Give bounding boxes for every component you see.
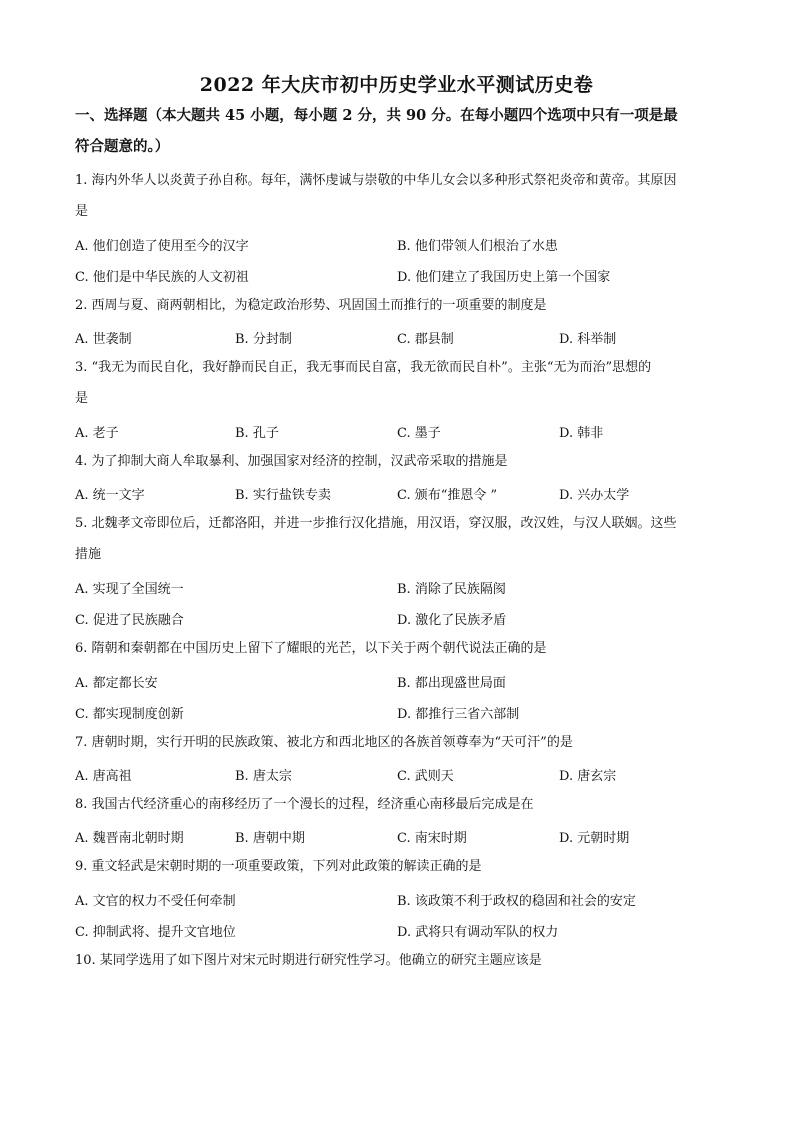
- question-1-option-d: D. 他们建立了我国历史上第一个国家: [397, 270, 611, 285]
- question-9-option-d: D. 武将只有调动军队的权力: [397, 925, 559, 940]
- question-4-option-b: B. 实行盐铁专卖: [235, 488, 331, 503]
- question-5-stem-cont: 措施: [75, 547, 102, 562]
- question-3-stem-cont: 是: [75, 391, 89, 406]
- question-5-option-c: C. 促进了民族融合: [75, 613, 184, 628]
- question-3-option-b: B. 孔子: [235, 426, 279, 441]
- question-8-option-a: A. 魏晋南北朝时期: [75, 831, 184, 846]
- question-8-option-c: C. 南宋时期: [397, 831, 467, 846]
- question-2-option-a: A. 世袭制: [75, 332, 132, 347]
- question-2-stem: 2. 西周与夏、商两朝相比，为稳定政治形势、巩固国土而推行的一项重要的制度是: [75, 298, 547, 313]
- question-7-option-b: B. 唐太宗: [235, 769, 292, 784]
- question-8-stem: 8. 我国古代经济重心的南移经历了一个漫长的过程，经济重心南移最后完成是在: [75, 797, 534, 812]
- question-1-stem-cont: 是: [75, 204, 89, 219]
- question-4-option-d: D. 兴办太学: [559, 488, 630, 503]
- question-3-option-c: C. 墨子: [397, 426, 441, 441]
- question-5-option-b: B. 消除了民族隔阂: [397, 582, 506, 597]
- question-3-option-d: D. 韩非: [559, 426, 604, 441]
- question-8-option-d: D. 元朝时期: [559, 831, 630, 846]
- question-10-stem: 10. 某同学选用了如下图片对宋元时期进行研究性学习。他确立的研究主题应该是: [75, 953, 542, 968]
- question-2-option-d: D. 科举制: [559, 332, 617, 347]
- section-heading-line-2: 符合题意的。）: [75, 138, 170, 155]
- question-6-option-a: A. 都定都长安: [75, 676, 158, 691]
- page-title: 2022 年大庆市初中历史学业水平测试历史卷: [199, 74, 594, 96]
- question-7-option-c: C. 武则天: [397, 769, 454, 784]
- question-6-option-c: C. 都实现制度创新: [75, 707, 184, 722]
- question-2-option-c: C. 郡县制: [397, 332, 454, 347]
- question-4-option-a: A. 统一文字: [75, 488, 145, 503]
- section-heading-line-1: 一、选择题（本大题共 45 小题，每小题 2 分，共 90 分。在每小题四个选项中只有一项是最: [75, 107, 678, 124]
- question-9-option-a: A. 文官的权力不受任何牵制: [75, 894, 236, 909]
- question-4-stem: 4. 为了抑制大商人牟取暴利、加强国家对经济的控制，汉武帝采取的措施是: [75, 454, 508, 469]
- question-7-option-d: D. 唐玄宗: [559, 769, 617, 784]
- question-7-option-a: A. 唐高祖: [75, 769, 132, 784]
- question-1-option-a: A. 他们创造了使用至今的汉字: [75, 239, 249, 254]
- question-5-stem: 5. 北魏孝文帝即位后，迁都洛阳，并进一步推行汉化措施，用汉语，穿汉服，改汉姓，与汉人联姻。这些: [75, 516, 677, 531]
- question-3-stem: 3. “我无为而民自化，我好静而民自正，我无事而民自富，我无欲而民自朴”。主张“无为而治”思想的: [75, 360, 652, 375]
- question-9-option-c: C. 抑制武将、提升文官地位: [75, 925, 236, 940]
- question-3-option-a: A. 老子: [75, 426, 119, 441]
- question-1-option-b: B. 他们带领人们根治了水患: [397, 239, 558, 254]
- question-5-option-a: A. 实现了全国统一: [75, 582, 184, 597]
- question-2-option-b: B. 分封制: [235, 332, 292, 347]
- question-7-stem: 7. 唐朝时期，实行开明的民族政策、被北方和西北地区的各族首领尊奉为“天可汗”的是: [75, 735, 573, 750]
- question-5-option-d: D. 激化了民族矛盾: [397, 613, 507, 628]
- question-6-stem: 6. 隋朝和秦朝都在中国历史上留下了耀眼的光芒，以下关于两个朝代说法正确的是: [75, 641, 547, 656]
- question-1-stem: 1. 海内外华人以炎黄子孙自称。每年，满怀虔诚与崇敬的中华儿女会以多种形式祭祀炎帝和黄帝。其原因: [75, 173, 677, 188]
- question-9-stem: 9. 重文轻武是宋朝时期的一项重要政策，下列对此政策的解读正确的是: [75, 859, 482, 874]
- question-8-option-b: B. 唐朝中期: [235, 831, 305, 846]
- question-6-option-d: D. 都推行三省六部制: [397, 707, 520, 722]
- question-9-option-b: B. 该政策不利于政权的稳固和社会的安定: [397, 894, 636, 909]
- question-6-option-b: B. 都出现盛世局面: [397, 676, 506, 691]
- question-1-option-c: C. 他们是中华民族的人文初祖: [75, 270, 249, 285]
- question-4-option-c: C. 颁布“推恩令 ”: [397, 488, 498, 503]
